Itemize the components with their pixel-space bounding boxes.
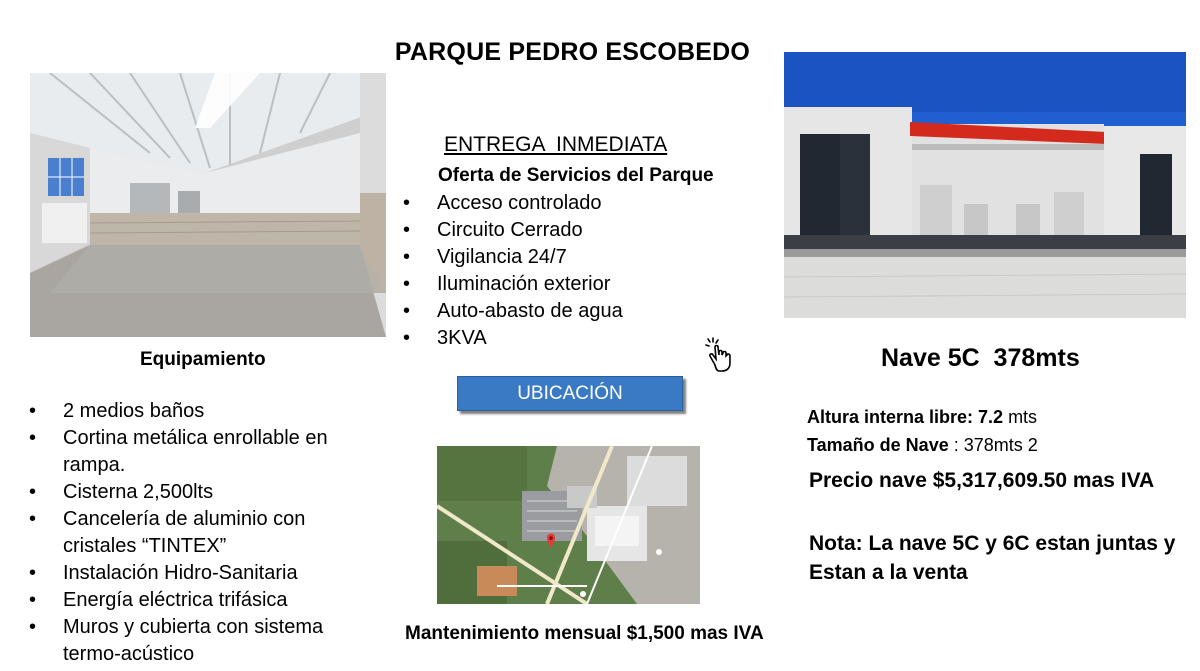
size-value: : 378mts 2 — [948, 435, 1038, 455]
services-heading: Oferta de Servicios del Parque — [438, 165, 714, 186]
list-item: • Cisterna 2,500lts — [29, 479, 359, 506]
list-item: • 3KVA — [403, 325, 723, 352]
list-item: • Acceso controlado — [403, 190, 723, 217]
price: Precio nave $5,317,609.50 mas IVA — [809, 469, 1155, 492]
warehouse-exterior-photo — [784, 52, 1186, 318]
location-button[interactable]: UBICACIÓN — [457, 376, 683, 411]
location-map[interactable] — [437, 446, 700, 604]
height-unit: mts — [1003, 407, 1038, 427]
height-label: Altura interna libre: 7.2 — [807, 407, 1004, 427]
list-item: • Cortina metálica enrollable en rampa. — [29, 425, 359, 479]
list-item: • Circuito Cerrado — [403, 217, 723, 244]
height-spec — [807, 407, 1037, 428]
note: Nota: La nave 5C y 6C estan juntas y Estan a la venta — [809, 532, 1176, 584]
list-item: • Auto-abasto de agua — [403, 298, 723, 325]
size-label: Tamaño de Nave — [807, 435, 949, 455]
size-spec — [807, 435, 1038, 456]
list-item: • Iluminación exterior — [403, 271, 723, 298]
services-list — [403, 190, 723, 352]
list-item: • Instalación Hidro-Sanitaria — [29, 560, 359, 587]
equipment-heading: Equipamiento — [140, 349, 266, 370]
list-item: • Muros y cubierta con sistema termo-acústico — [29, 614, 359, 668]
entrega-inmediata-heading: ENTREGA INMEDIATA — [444, 133, 668, 156]
list-item: • Energía eléctrica trifásica — [29, 587, 359, 614]
list-item: • 2 medios baños — [29, 398, 359, 425]
maintenance-fee: Mantenimiento mensual $1,500 mas IVA — [405, 623, 764, 644]
warehouse-interior-photo — [30, 73, 386, 337]
equipment-list — [29, 398, 359, 668]
page-title: PARQUE PEDRO ESCOBEDO — [394, 38, 751, 66]
hand-pointer-icon — [704, 337, 738, 373]
nave-title: Nave 5C 378mts — [881, 344, 1080, 372]
list-item: • Vigilancia 24/7 — [403, 244, 723, 271]
list-item: • Cancelería de aluminio con cristales “TINTEX” — [29, 506, 359, 560]
